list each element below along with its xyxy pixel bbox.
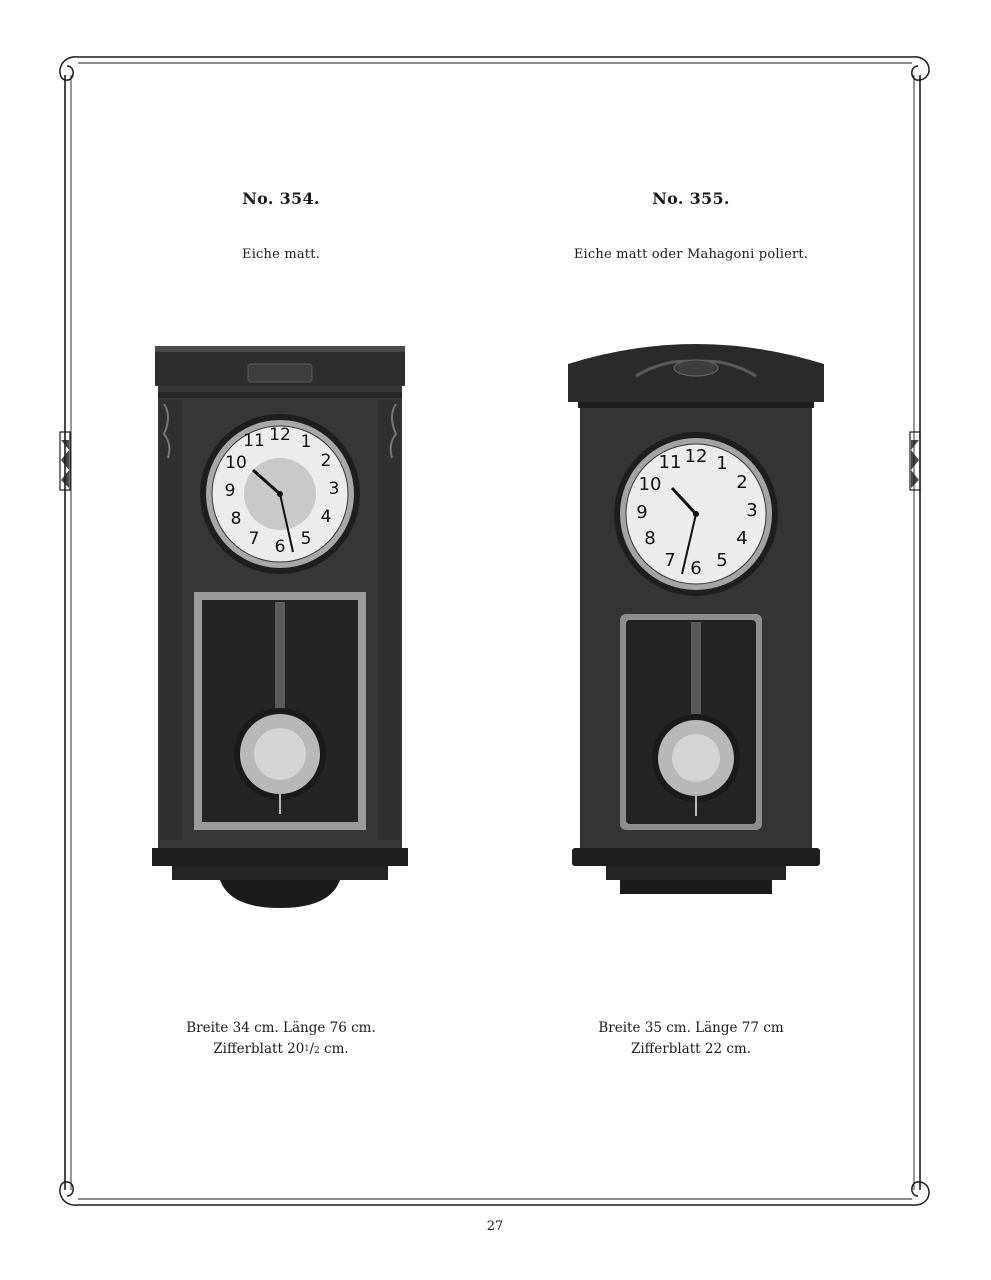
dial-fraction-numerator: 1 (304, 1044, 310, 1053)
svg-text:3: 3 (328, 479, 340, 499)
clock-354-number: No. 354. (242, 189, 320, 208)
clock-355-size: Breite 35 cm. Länge 77 cm (598, 1020, 784, 1036)
svg-text:11: 11 (243, 431, 265, 451)
svg-text:8: 8 (230, 509, 242, 529)
svg-text:4: 4 (736, 528, 748, 549)
clock-354-dial-suffix: cm. (319, 1041, 349, 1057)
svg-text:9: 9 (224, 481, 236, 501)
svg-text:2: 2 (736, 472, 748, 493)
svg-text:6: 6 (690, 558, 702, 579)
svg-text:1: 1 (716, 453, 728, 474)
clock-354-dial-size: Zifferblatt $20^1/2$ cm. (213, 1041, 349, 1057)
svg-text:12: 12 (269, 425, 291, 445)
clock-354-size: Breite 34 cm. Länge 76 cm. (186, 1020, 376, 1036)
clock-355-material: Eiche matt oder Mahagoni poliert. (573, 247, 809, 262)
svg-text:5: 5 (716, 550, 728, 571)
clock-354-dial-prefix: Zifferblatt 20 (213, 1041, 305, 1057)
clock-355-dial-size: Zifferblatt 22 cm. (630, 1041, 751, 1057)
svg-text:7: 7 (664, 550, 676, 571)
clock-354-material: Eiche matt. (242, 247, 320, 262)
svg-text:7: 7 (248, 529, 260, 549)
clock-355-dimensions (541, 1018, 841, 1060)
clock-355-image (566, 338, 826, 898)
svg-text:6: 6 (274, 537, 286, 557)
svg-text:10: 10 (225, 453, 247, 473)
svg-text:2: 2 (320, 451, 332, 471)
svg-text:9: 9 (636, 502, 648, 523)
svg-text:10: 10 (638, 474, 662, 495)
svg-text:4: 4 (320, 507, 332, 527)
svg-text:1: 1 (300, 432, 312, 452)
svg-text:3: 3 (746, 500, 758, 521)
svg-text:11: 11 (658, 452, 682, 473)
clock-354-image (150, 344, 410, 914)
clock-355-number: No. 355. (652, 189, 730, 208)
page-number: 27 (486, 1219, 504, 1234)
dial-fraction-denominator: 2 (314, 1046, 320, 1056)
svg-text:5: 5 (300, 529, 312, 549)
svg-text:12: 12 (684, 446, 708, 467)
svg-text:8: 8 (644, 528, 656, 549)
clock-354-dimensions (131, 1018, 431, 1062)
